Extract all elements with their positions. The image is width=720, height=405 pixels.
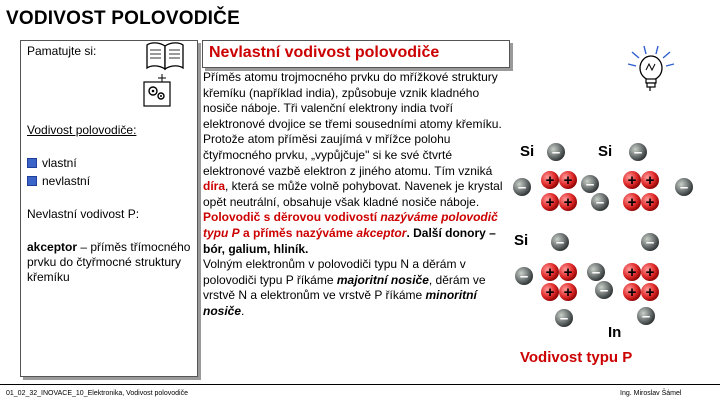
minus-sign: –: [595, 194, 605, 211]
acceptor-text: – příměs třímocného prvku do čtyřmocné struktury křemíku: [27, 240, 191, 284]
square-bullet-icon: [27, 176, 37, 186]
gears-icon: [140, 74, 180, 108]
footer-author: Ing. Miroslav Šámel: [620, 390, 682, 397]
minus-sign: –: [679, 179, 689, 196]
paragraph-3: Volným elektronům v polovodiči typu N a děrám v polovodiči typu P říkáme: [203, 257, 466, 287]
minus-sign: –: [641, 308, 651, 325]
donors-text: . Další donory – bór, galium, hliník.: [203, 225, 496, 256]
plus-sign: +: [545, 284, 555, 301]
minus-sign: –: [633, 144, 643, 161]
paragraph-1-end: , která se může volně pohybovat. Navenek je krystal opět neutrální, obsahuje však kladné nosiče náboje.: [203, 179, 503, 209]
plus-sign: +: [627, 194, 637, 211]
plus-sign: +: [563, 284, 573, 301]
definition-p-type-d: nazýváme: [295, 225, 357, 240]
plus-sign: +: [563, 194, 573, 211]
plus-sign: +: [563, 172, 573, 189]
square-bullet-icon: [27, 158, 37, 168]
plus-sign: +: [645, 194, 655, 211]
lattice-caption: Vodivost typu P: [520, 349, 633, 366]
definition-p-type-c: a příměs: [239, 225, 296, 240]
definition-p-type-b: nazýváme polovodič typu P: [203, 210, 498, 240]
plus-sign: +: [545, 172, 555, 189]
term-majority-carriers: majoritní nosiče: [336, 272, 429, 287]
conductivity-label: Vodivost polovodiče:: [27, 123, 137, 137]
bullet-label: nevlastní: [42, 174, 91, 188]
minus-sign: –: [645, 234, 655, 251]
definition-p-type-a: Polovodič s dĕrovou vodivostí: [203, 210, 381, 225]
minus-sign: –: [591, 264, 601, 281]
atom-label-si: Si: [598, 143, 613, 160]
atom-label-si: Si: [520, 143, 535, 160]
light-bulb-icon: [624, 44, 676, 92]
definition-acceptor: akceptor: [356, 225, 407, 240]
bullet-item-vlastni: [27, 156, 77, 170]
atom-label-si: Si: [514, 232, 529, 249]
bullet-label: vlastní: [42, 156, 77, 170]
minus-sign: –: [517, 179, 527, 196]
page-title: VODIVOST POLOVODIČE: [6, 8, 240, 29]
p-type-lattice-diagram: [510, 132, 716, 342]
atom-label-in: In: [608, 324, 622, 341]
acceptor-term: akceptor: [27, 240, 78, 254]
paragraph-3-end: .: [241, 303, 245, 318]
paragraph-3-mid: , děrám ve vrstvě N a elektronům ve vrstvě P říkáme: [203, 272, 486, 303]
minus-sign: –: [559, 310, 569, 327]
term-dira: díra: [203, 179, 226, 194]
plus-sign: +: [645, 172, 655, 189]
minus-sign: –: [599, 282, 609, 299]
p-conductivity-label: Nevlastní vodivost P:: [27, 207, 140, 221]
plus-sign: +: [627, 172, 637, 189]
subtitle-box: [202, 40, 510, 68]
bullet-item-nevlastni: [27, 174, 90, 188]
term-minority-carriers: minoritní nosiče: [203, 288, 477, 318]
plus-sign: +: [645, 264, 655, 281]
minus-sign: –: [519, 268, 529, 285]
paragraph-1: Příměs atomu trojmocného prvku do mřížkové struktury křemíku (například india), způsobuje vznik kladného nosiče náboje. Tři valenční elektrony india tvoří elektronové dvojice se třemi sousedními atomy křemíku. Protože atom příměsi zaujímá v mřížce polohu čtyřmocného prvku, „vypůjčuje" si ke své čtvrté elektronové vazbě elektron z jiného atomu. Tím vzniká: [203, 70, 502, 178]
plus-sign: +: [645, 284, 655, 301]
plus-sign: +: [627, 284, 637, 301]
minus-sign: –: [585, 176, 595, 193]
footer-course-code: 01_02_32_INOVACE_10_Elektronika, Vodivost polovodiče: [6, 390, 188, 397]
plus-sign: +: [563, 264, 573, 281]
plus-sign: +: [627, 264, 637, 281]
book-icon: [145, 40, 185, 72]
plus-sign: +: [545, 194, 555, 211]
footer-divider: [0, 384, 720, 385]
body-text: [203, 70, 503, 320]
minus-sign: –: [555, 234, 565, 251]
plus-sign: +: [545, 264, 555, 281]
minus-sign: –: [551, 144, 561, 161]
section-subtitle: Nevlastní vodivost polovodiče: [209, 44, 440, 61]
remember-heading: Pamatujte si:: [27, 44, 97, 58]
acceptor-definition: [27, 240, 193, 285]
